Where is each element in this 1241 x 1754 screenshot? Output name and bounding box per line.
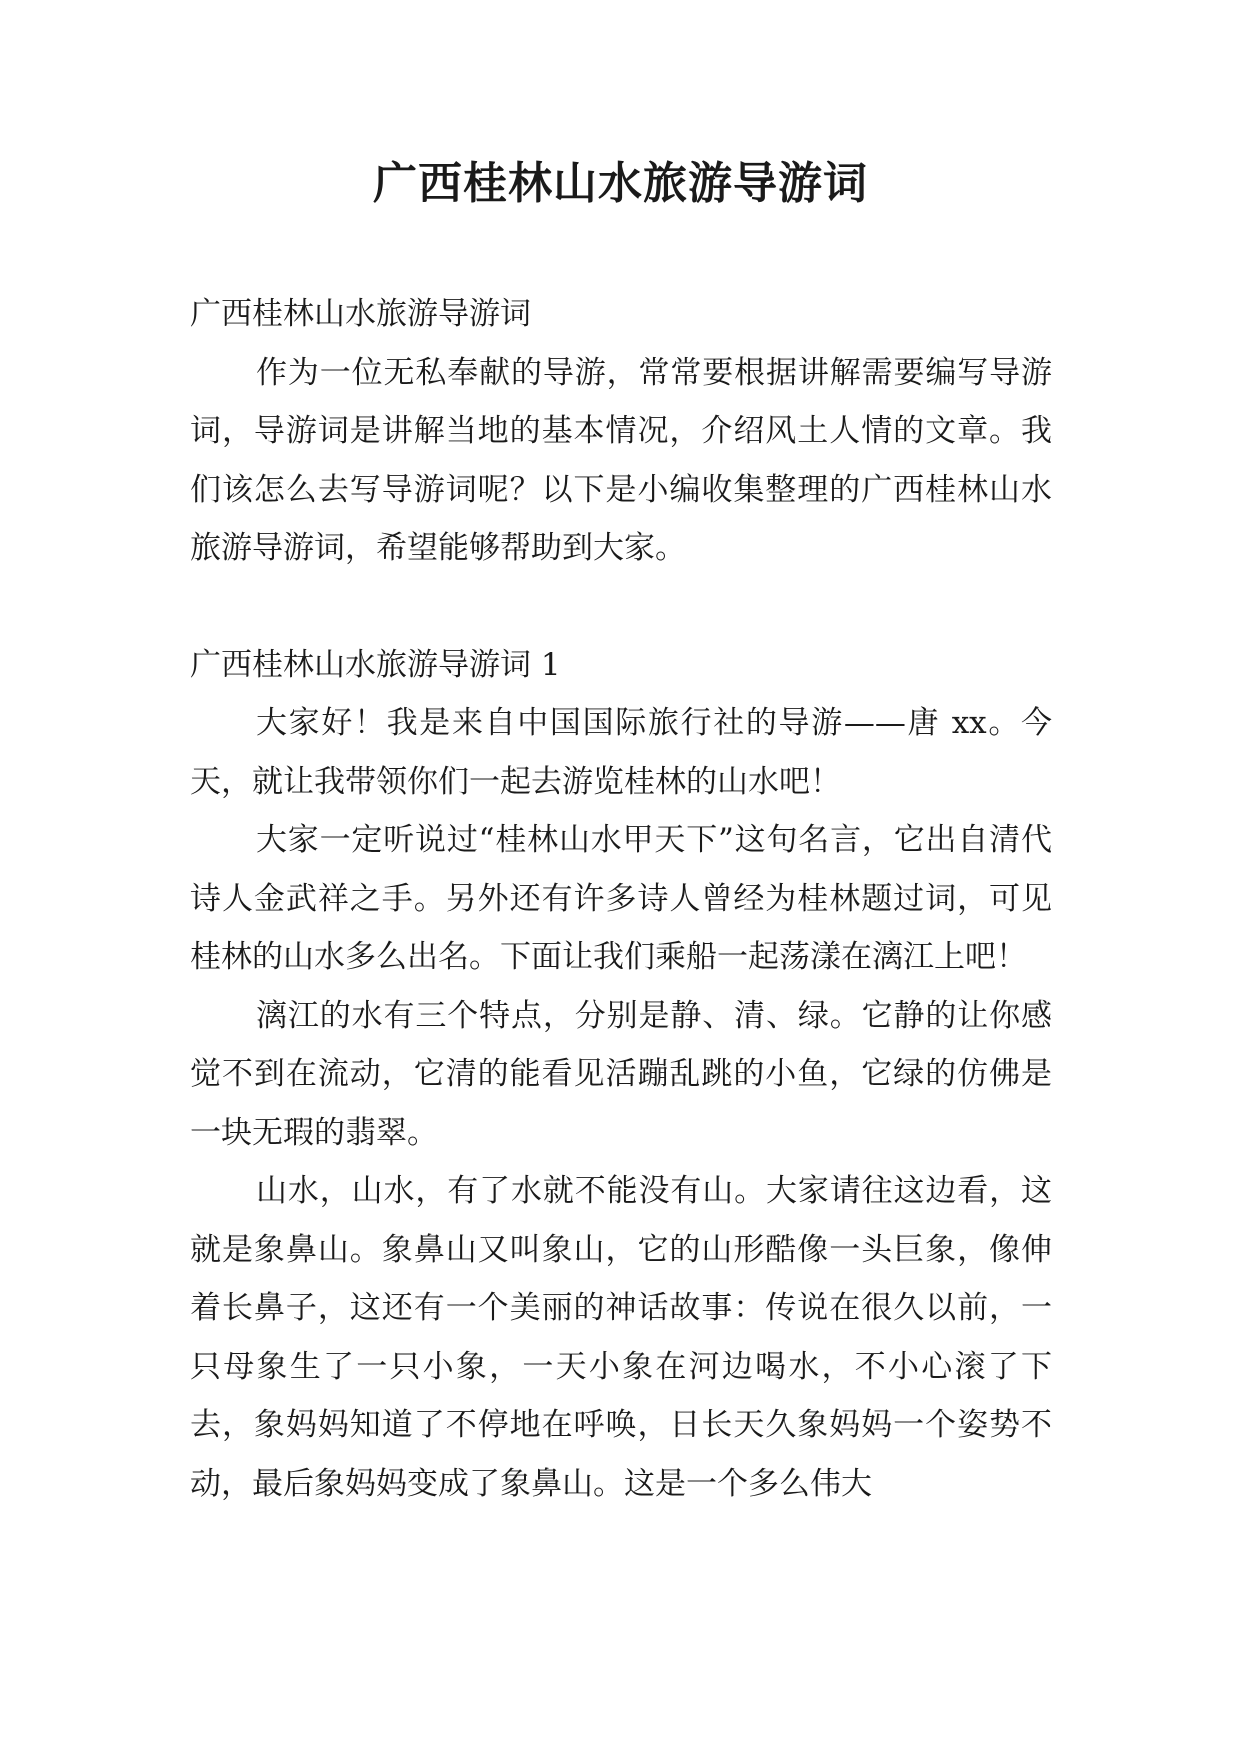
body-paragraph: 山水，山水，有了水就不能没有山。大家请往这边看，这就是象鼻山。象鼻山又叫象山，它的山形酷像一头巨象，像伸着长鼻子，这还有一个美丽的神话故事：传说在很久以前，一只母象生了一只小象，一天小象在河边喝水，不小心滚了下去，象妈妈知道了不停地在呼唤，日长天久象妈妈一个姿势不动，最后象妈妈变成了象鼻山。这是一个多么伟大 <box>190 1173 1052 1502</box>
intro-paragraph: 作为一位无私奉献的导游，常常要根据讲解需要编写导游词，导游词是讲解当地的基本情况，介绍风土人情的文章。我们该怎么去写导游词呢？以下是小编收集整理的广西桂林山水旅游导游词，希望能够帮助到大家。 <box>190 354 1052 566</box>
body-paragraph: 漓江的水有三个特点，分别是静、清、绿。它静的让你感觉不到在流动，它清的能看见活蹦乱跳的小鱼，它绿的仿佛是一块无瑕的翡翠。 <box>190 997 1052 1151</box>
body-paragraph: 大家好！我是来自中国国际旅行社的导游——唐 xx。今天，就让我带领你们一起去游览桂林的山水吧！ <box>190 705 1052 800</box>
intro-heading: 广西桂林山水旅游导游词 <box>190 296 531 332</box>
document-body <box>190 285 1052 1513</box>
body-paragraph: 大家一定听说过“桂林山水甲天下”这句名言，它出自清代诗人金武祥之手。另外还有许多诗人曾经为桂林题过词，可见桂林的山水多么出名。下面让我们乘船一起荡漾在漓江上吧！ <box>190 822 1052 975</box>
document-title: 广西桂林山水旅游导游词 <box>373 158 868 209</box>
section-heading: 广西桂林山水旅游导游词 1 <box>190 646 561 683</box>
section-spacer <box>190 578 1052 636</box>
